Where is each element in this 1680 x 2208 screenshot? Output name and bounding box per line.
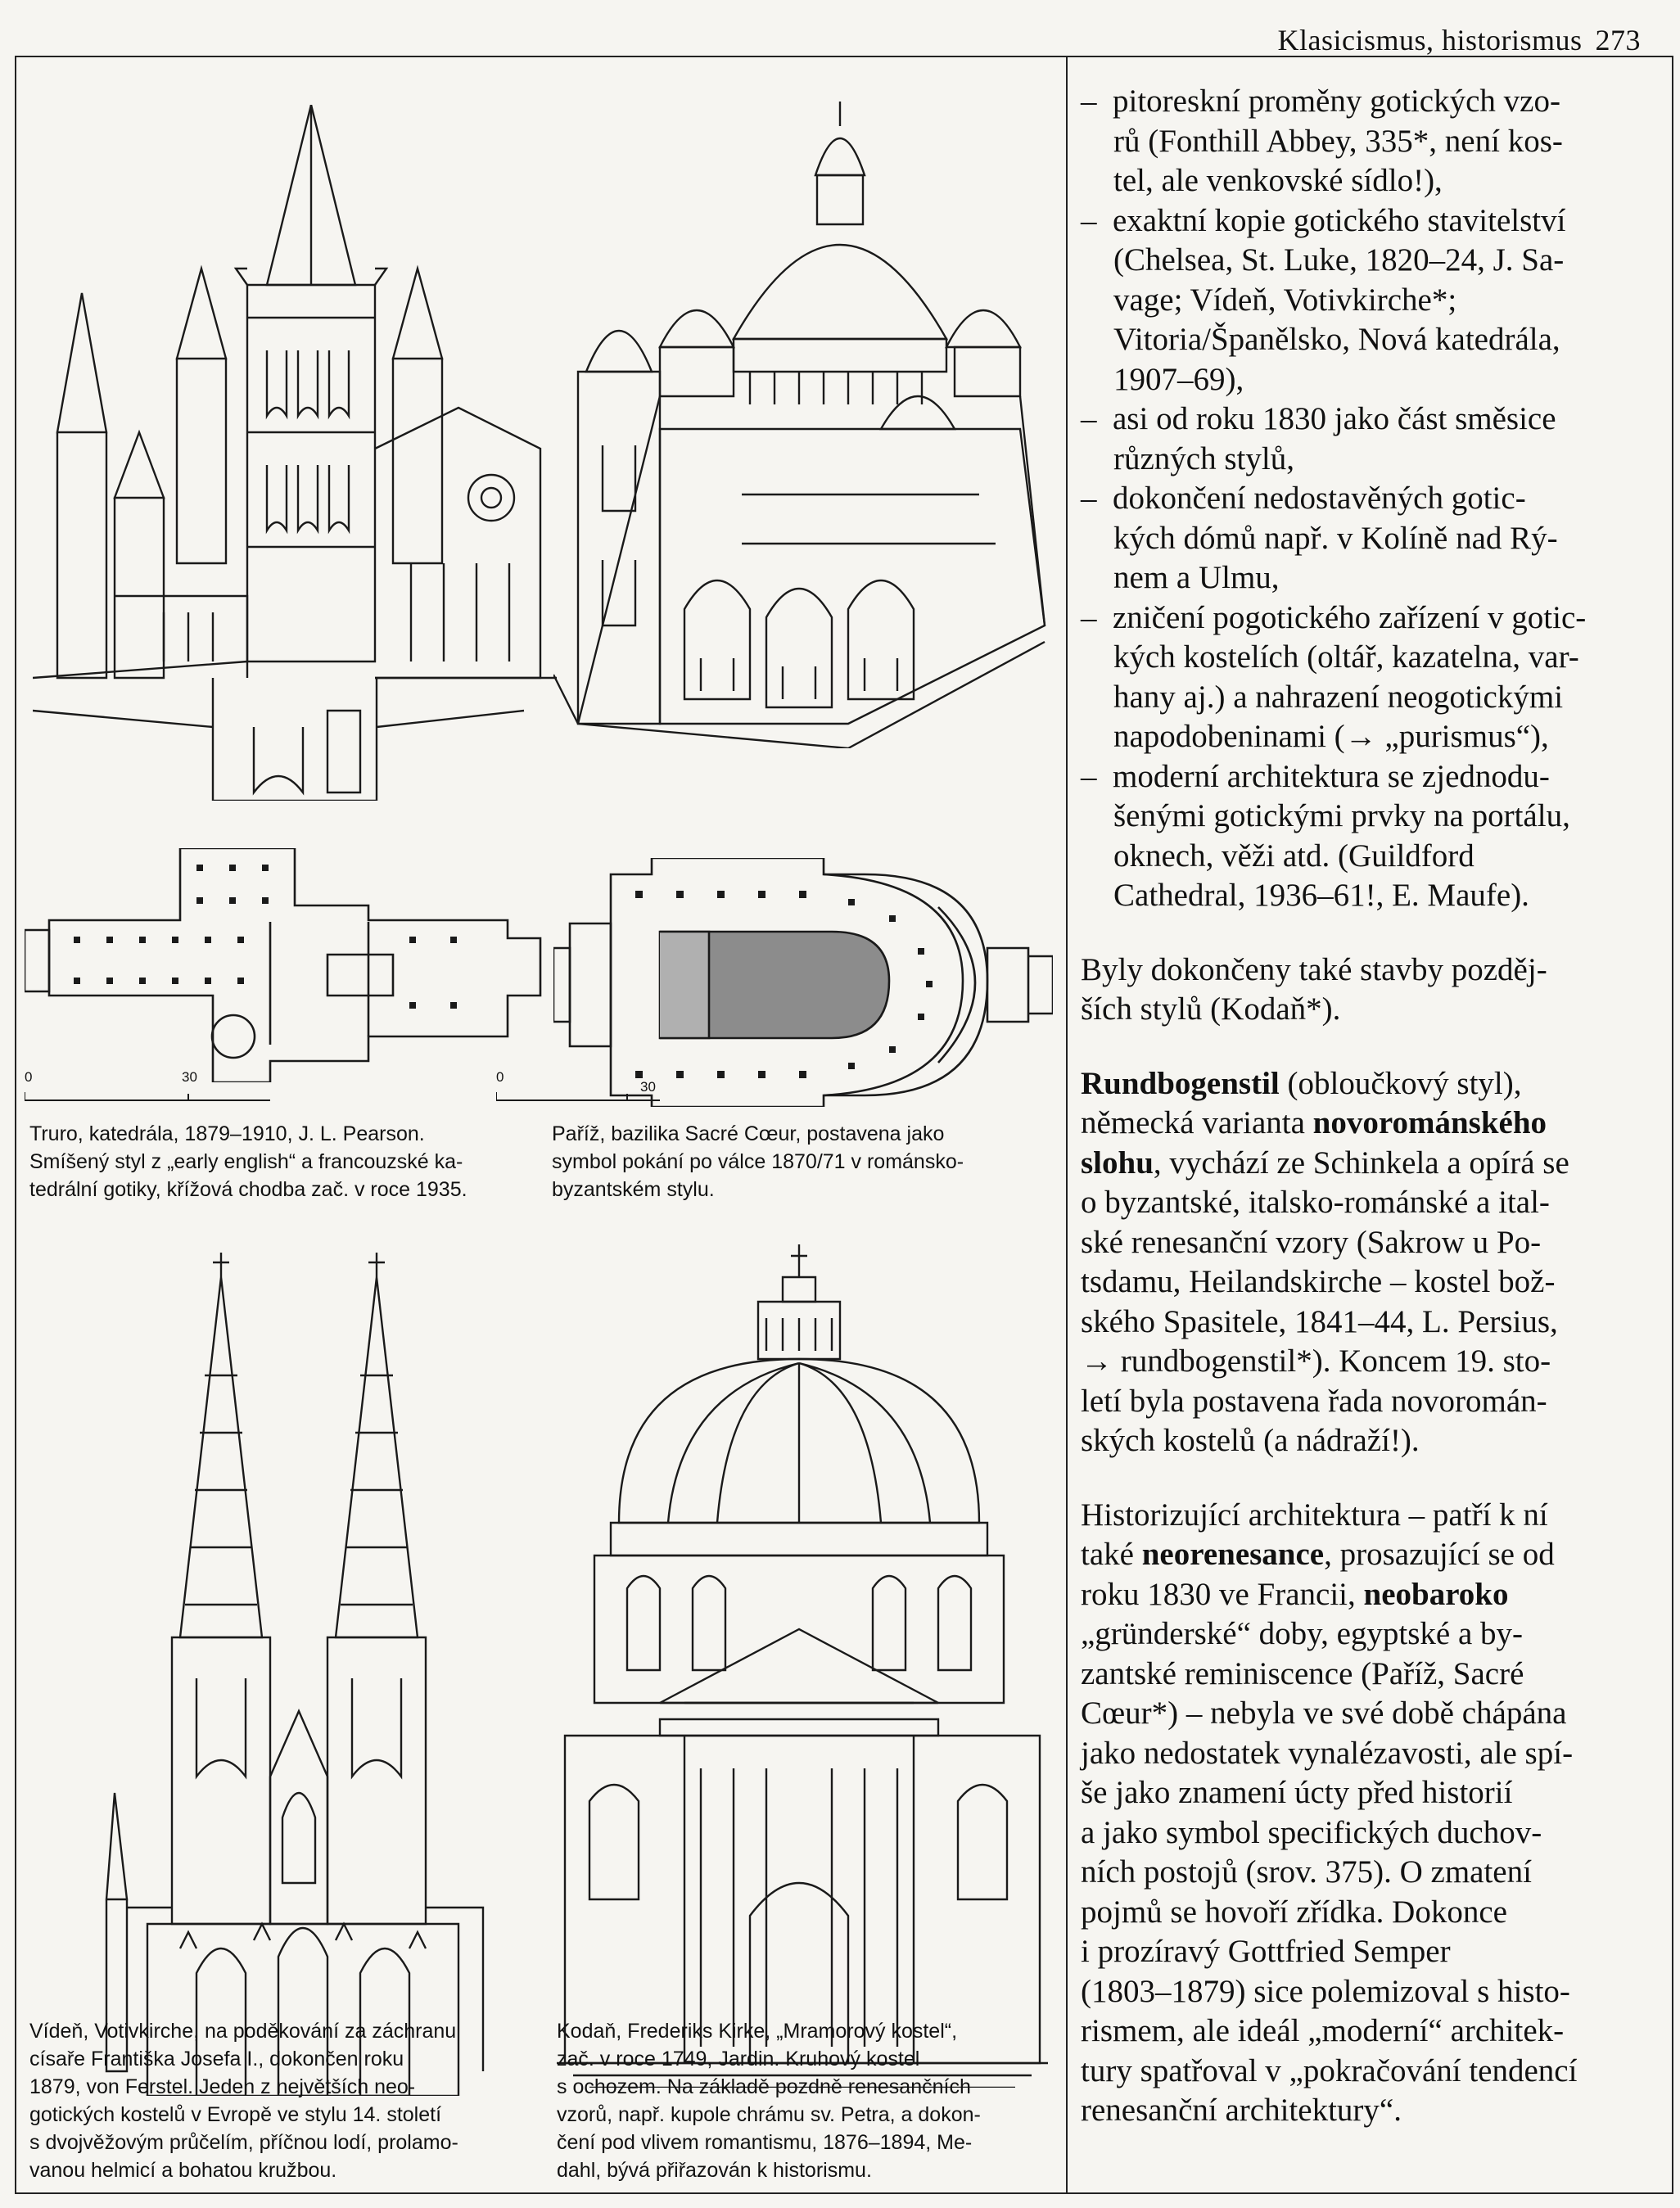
caption-sacre-coeur: Paříž, bazilika Sacré Cœur, postavena jako symbol pokání po válce 1870/71 v románsko- byzantském stylu. xyxy=(552,1122,964,1201)
caption-frederiks-kirke: Kodaň, Frederiks Kirke, „Mramorový kostel“, zač. v roce 1749, Jardin. Kruhový kostel s ochozem. Na základě pozdně renesančních vzorů, např. kupole chrámu sv. Petra, a dokon- čení pod vlivem romantismu, 1876–1894, Me- dahl, bývá přiřazován k historismu. xyxy=(557,2020,981,2182)
bullet-list xyxy=(1081,82,1664,916)
section-title: Klasicismus, historismus xyxy=(1277,24,1583,56)
cathedral-drawing-icon xyxy=(33,105,557,801)
scale-label-end: 30 xyxy=(182,1069,197,1085)
paragraph-historicist-architecture: Historizující architektura – patří k ní také neorenesance, prosazující se od roku 1830 ve Francii, neobaroko „gründerské“ doby, egyptské a by- zantské reminiscence (Paříž, Sacré Cœur*) – nebyla ve své době chápána jako nedostatek vynalézavosti, ale spí- še jako znamení úcty před historií a jako symbol specifických duchov- ních postojů (srov. 375). O zmatení pojmů se hovoří zřídka. Dokonce i prozíravý Gottfried Semper (1803–1879) sice polemizoval s histo- rismem, ale ideál „moderní“ architek- tury spatřoval v „pokračování tendencí renesanční architektury“. xyxy=(1081,1497,1578,2128)
running-head xyxy=(1277,23,1641,57)
scale-label-end: 30 xyxy=(640,1079,656,1095)
caption-truro: Truro, katedrála, 1879–1910, J. L. Pearson. Smíšený styl z „early english“ a francouzské ka- tedrální gotiky, křížová chodba zač. v roce 1935. xyxy=(29,1122,467,1201)
floor-plan-icon xyxy=(25,848,545,1082)
scale-label-start: 0 xyxy=(496,1069,504,1085)
scale-bar xyxy=(25,1090,270,1102)
floor-plan-icon xyxy=(553,858,1053,1107)
domed-church-icon xyxy=(557,1244,1048,2088)
column-divider xyxy=(1066,56,1068,2194)
paragraph-rundbogenstil: Rundbogenstil (obloučkový styl), německá varianta novorománského slohu, vychází ze Schinkela a opírá se o byzantské, italsko-románské a ital- ské renesanční vzory (Sakrow u Po- tsdamu, Heilandskirche – kostel bož- ského Spasitele, 1841–44, L. Persius, → rundbogenstil*). Koncem 19. sto- letí byla postavena řada novoromán- ských kostelů (a nádraží!). xyxy=(1081,1065,1569,1458)
list-item: – asi od roku 1830 jako část směsice různých stylů, xyxy=(1081,400,1664,479)
list-item: – exaktní kopie gotického stavitelství (Chelsea, St. Luke, 1820–24, J. Sa- vage; Vídeň, Votivkirche*; Vitoria/Španělsko, Nová katedrála, 1907–69), xyxy=(1081,201,1664,400)
twin-spire-church-icon xyxy=(98,1253,508,2096)
scale-label-start: 0 xyxy=(25,1069,33,1085)
list-item: – dokončení nedostavěných gotic- kých dómů např. v Kolíně nad Rý- nem a Ulmu, xyxy=(1081,479,1664,598)
scale-bar xyxy=(496,1090,725,1102)
caption-votivkirche: Vídeň, Votivkirche, na poděkování za záchranu císaře Františka Josefa I., dokončen roku 1879, von Ferstel. Jeden z největších neo- gotických kostelů v Evropě ve stylu 14. století s dvojvěžovým průčelím, příčnou lodí, prolamo- vanou helmicí a bohatou kružbou. xyxy=(29,2020,458,2182)
list-item: – moderní architektura se zjednodu- šenými gotickými prvky na portálu, oknech, věži atd. (Guildford Cathedral, 1936–61!, E. Maufe). xyxy=(1081,757,1664,916)
main-text-column xyxy=(1081,82,1664,2131)
page-number: 273 xyxy=(1595,24,1641,56)
basilica-drawing-icon xyxy=(553,102,1050,748)
list-item: – zničení pogotického zařízení v gotic- kých kostelích (oltář, kazatelna, var- hany aj.) a nahrazení neogotickými napodobeninami (→ „purismus“), xyxy=(1081,598,1664,757)
paragraph-later-styles: Byly dokončeny také stavby pozděj- ších stylů (Kodaň*). xyxy=(1081,951,1547,1027)
list-item: – pitoreskní proměny gotických vzo- rů (Fonthill Abbey, 335*, není kos- tel, ale venkovské sídlo!), xyxy=(1081,82,1664,201)
